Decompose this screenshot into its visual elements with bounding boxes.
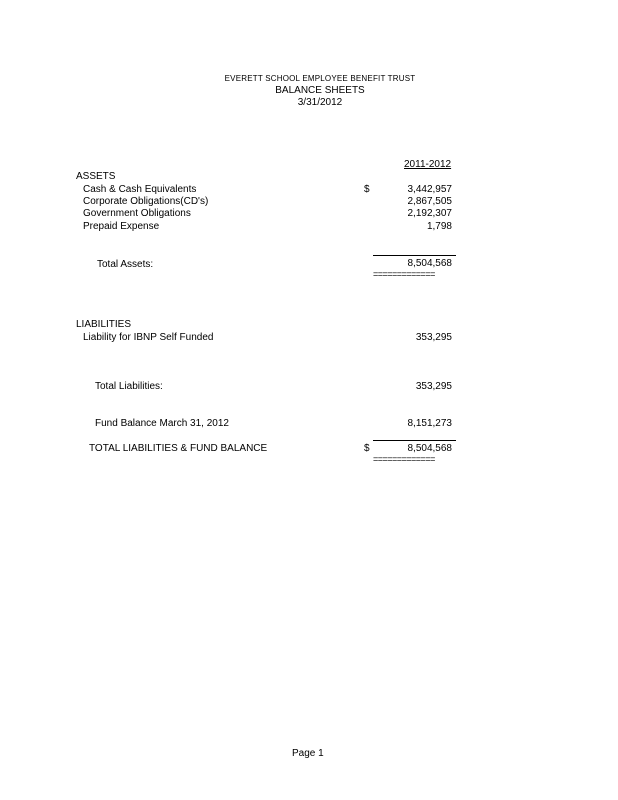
total-assets-top-rule [373,255,456,256]
report-title: BALANCE SHEETS [275,85,365,96]
grand-total-label: TOTAL LIABILITIES & FUND BALANCE [89,443,268,454]
currency-symbol: $ [364,184,370,195]
total-assets-double-rule: ============= [373,269,435,279]
asset-label-government: Government Obligations [83,208,191,219]
page-number: Page 1 [292,748,324,759]
total-liabilities-value: 353,295 [415,381,452,392]
asset-value-corporate: 2,867,505 [407,196,452,207]
column-header-year: 2011-2012 [404,159,452,170]
asset-value-prepaid: 1,798 [426,221,452,232]
asset-label-cash: Cash & Cash Equivalents [83,184,197,195]
liabilities-heading: LIABILITIES [76,319,132,330]
grand-total-top-rule [373,440,456,441]
grand-total-double-rule: ============= [373,454,435,464]
total-assets-label: Total Assets: [97,259,154,270]
liability-label-ibnp: Liability for IBNP Self Funded [83,332,214,343]
asset-value-government: 2,192,307 [407,208,452,219]
fund-balance-label: Fund Balance March 31, 2012 [95,418,229,429]
assets-heading: ASSETS [76,171,116,182]
report-date: 3/31/2012 [297,97,343,108]
fund-balance-value: 8,151,273 [407,418,452,429]
liability-value-ibnp: 353,295 [415,332,452,343]
asset-label-corporate: Corporate Obligations(CD's) [83,196,209,207]
grand-total-currency-symbol: $ [364,443,370,454]
total-assets-value: 8,504,568 [407,258,452,269]
asset-label-prepaid: Prepaid Expense [83,221,160,232]
organization-name: EVERETT SCHOOL EMPLOYEE BENEFIT TRUST [224,74,416,83]
grand-total-value: 8,504,568 [407,443,452,454]
total-liabilities-label: Total Liabilities: [95,381,163,392]
asset-value-cash: 3,442,957 [407,184,452,195]
